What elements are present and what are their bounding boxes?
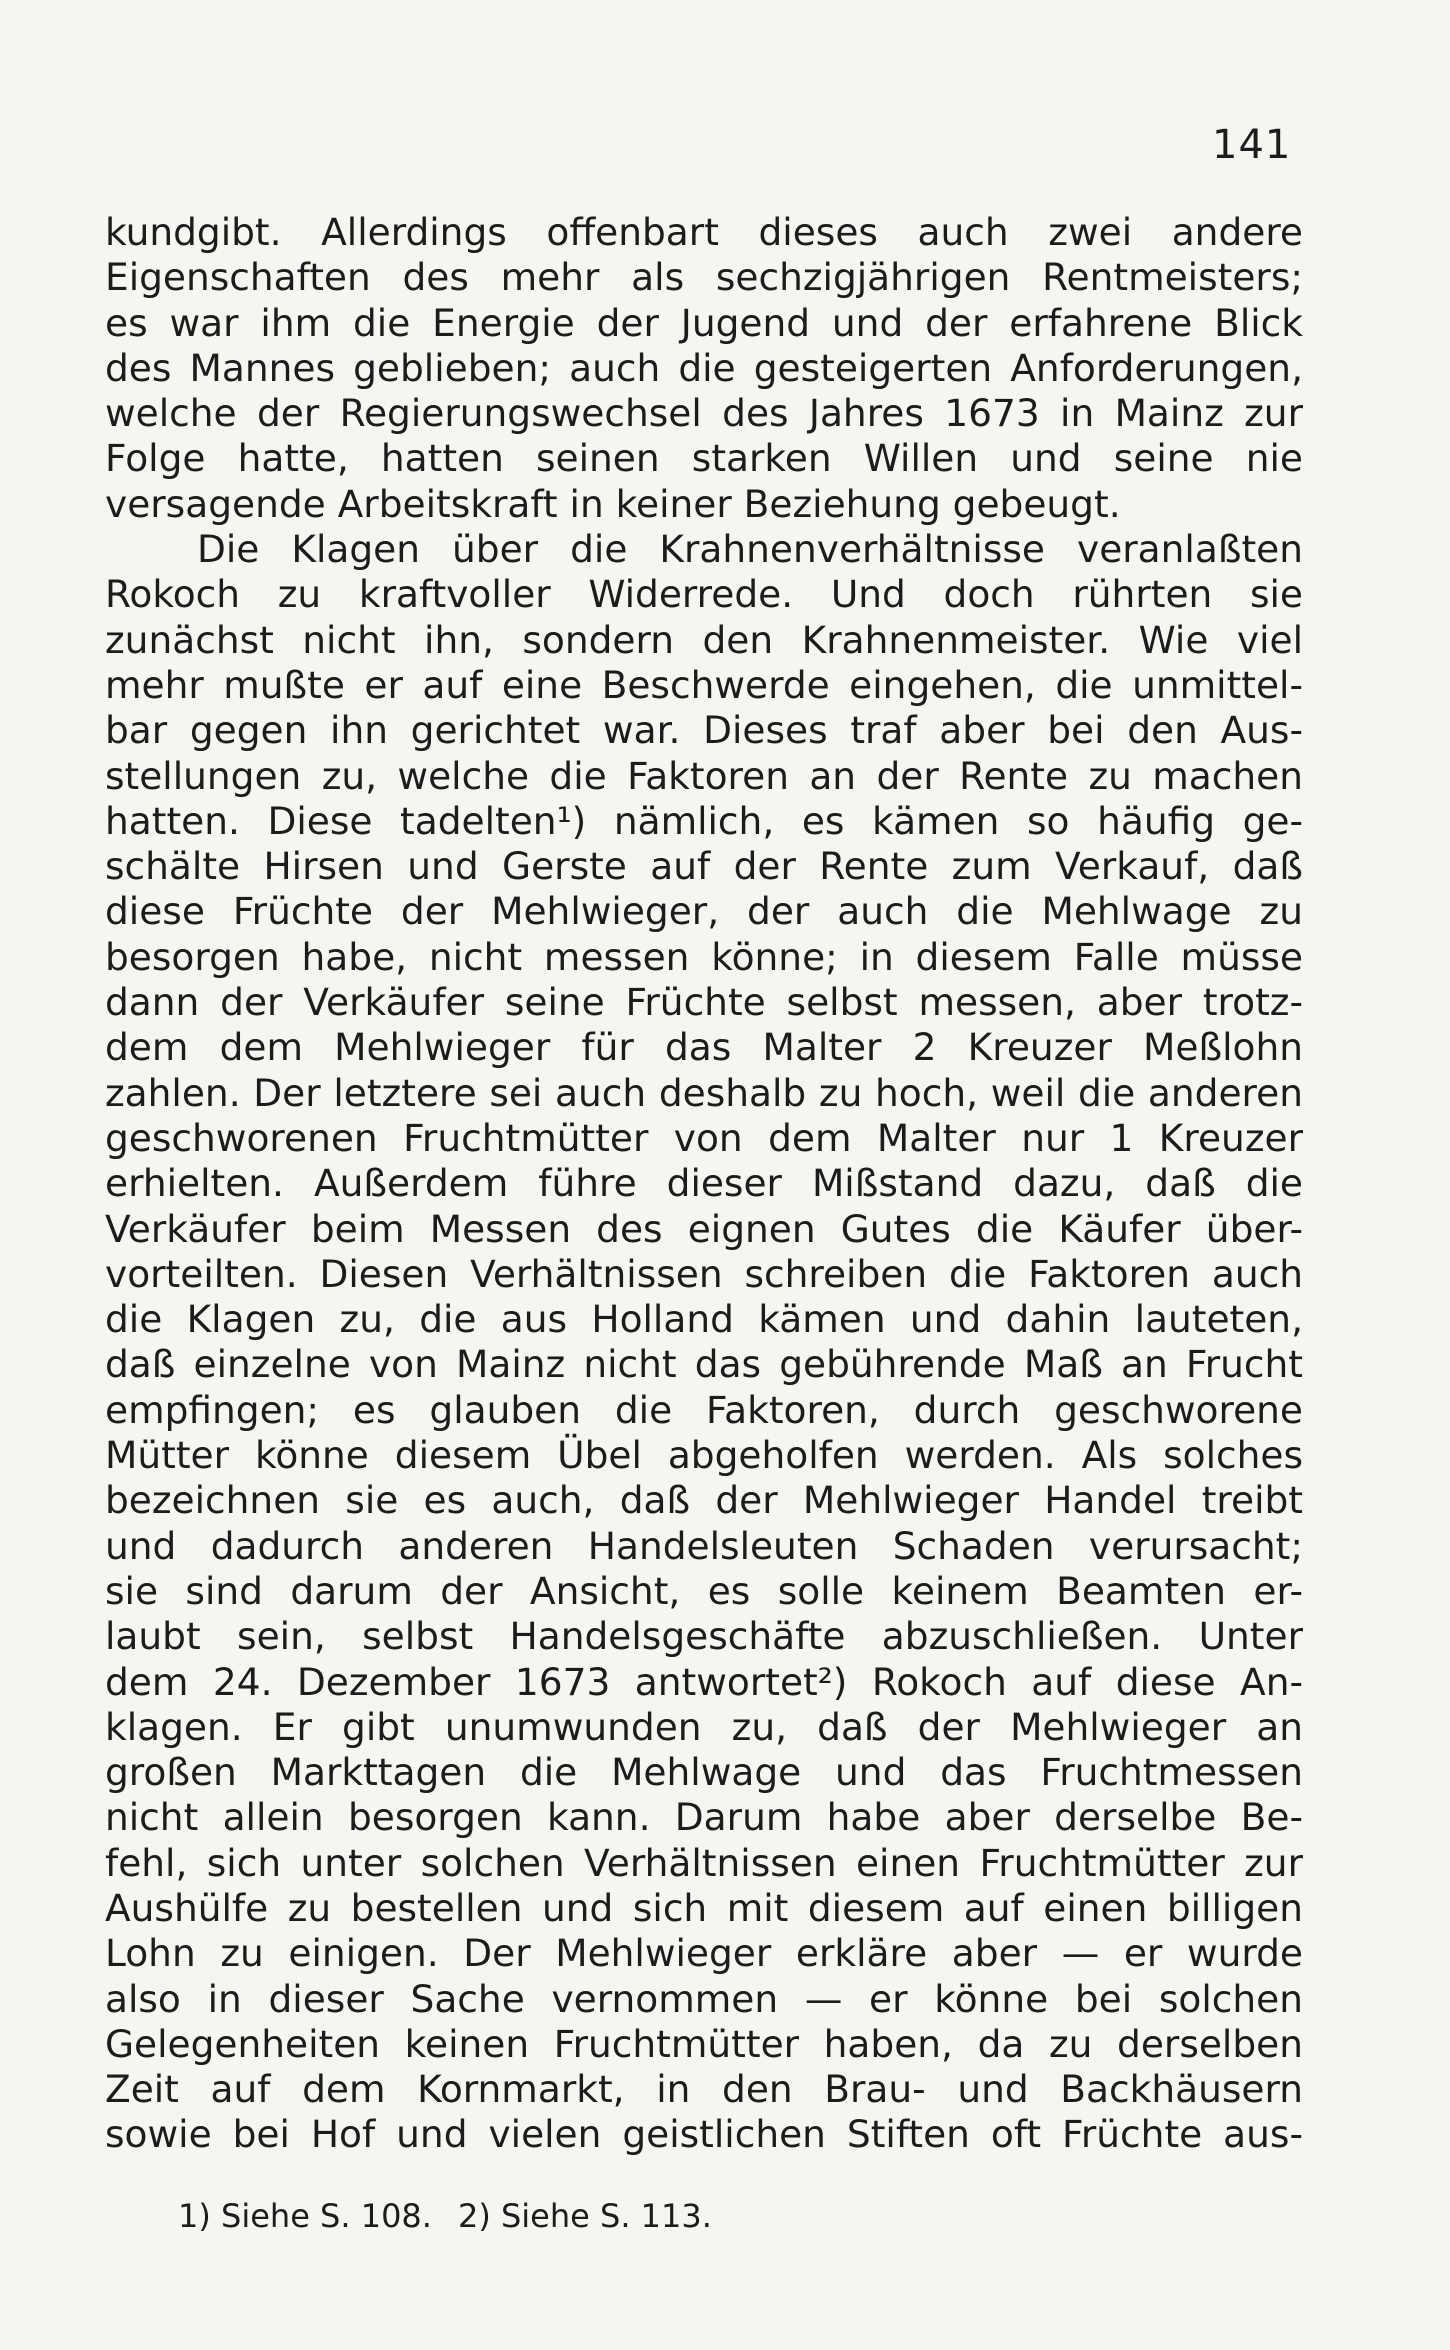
text-line: bezeichnen sie es auch, daß der Mehlwieger Handel treibt — [105, 1478, 1303, 1523]
text-line: Zeit auf dem Kornmarkt, in den Brau- und Backhäusern — [105, 2067, 1303, 2112]
page-number: 141 — [1212, 122, 1292, 168]
text-line: zahlen. Der letztere sei auch deshalb zu hoch, weil die anderen — [105, 1070, 1303, 1115]
text-line: Folge hatte, hatten seinen starken Willen und seine nie — [105, 436, 1303, 481]
footnotes — [178, 2197, 712, 2235]
footnote-1: 1) Siehe S. 108. — [178, 2197, 432, 2235]
footnote-2: 2) Siehe S. 113. — [457, 2197, 712, 2235]
text-line: großen Markttagen die Mehlwage und das Fruchtmessen — [105, 1750, 1303, 1795]
text-line: hatten. Diese tadelten¹) nämlich, es kämen so häufig ge- — [105, 798, 1303, 843]
text-line: kundgibt. Allerdings offenbart dieses auch zwei andere — [105, 210, 1303, 254]
text-line: diese Früchte der Mehlwieger, der auch die Mehlwage zu — [105, 889, 1303, 934]
text-line: stellungen zu, welche die Faktoren an der Rente zu machen — [105, 753, 1303, 798]
text-line: bar gegen ihn gerichtet war. Dieses traf aber bei den Aus- — [105, 708, 1303, 753]
text-line: fehl, sich unter solchen Verhältnissen einen Fruchtmütter zur — [105, 1840, 1303, 1885]
text-line: Aushülfe zu bestellen und sich mit diesem auf einen billigen — [105, 1885, 1303, 1930]
text-line: Mütter könne diesem Übel abgeholfen werden. Als solches — [105, 1433, 1303, 1478]
text-line: dem 24. Dezember 1673 antwortet²) Rokoch auf diese An- — [105, 1659, 1303, 1704]
text-line: vorteilten. Diesen Verhältnissen schreiben die Faktoren auch — [105, 1251, 1303, 1296]
text-line: mehr mußte er auf eine Beschwerde eingehen, die unmittel- — [105, 662, 1303, 707]
text-line: dann der Verkäufer seine Früchte selbst messen, aber trotz- — [105, 980, 1303, 1025]
text-line: nicht allein besorgen kann. Darum habe aber derselbe Be- — [105, 1795, 1303, 1840]
text-line: es war ihm die Energie der Jugend und der erfahrene Blick — [105, 300, 1303, 345]
text-line: welche der Regierungswechsel des Jahres 1673 in Mainz zur — [105, 391, 1303, 436]
text-line: empfingen; es glauben die Faktoren, durch geschworene — [105, 1387, 1303, 1432]
text-line: Lohn zu einigen. Der Mehlwieger erkläre aber — er wurde — [105, 1931, 1303, 1976]
text-line: klagen. Er gibt unumwunden zu, daß der Mehlwieger an — [105, 1704, 1303, 1749]
text-line: und dadurch anderen Handelsleuten Schaden verursacht; — [105, 1523, 1303, 1568]
text-line: Eigenschaften des mehr als sechzigjährigen Rentmeisters; — [105, 255, 1303, 300]
text-line: des Mannes geblieben; auch die gesteigerten Anforderungen, — [105, 345, 1303, 390]
text-line: daß einzelne von Mainz nicht das gebührende Maß an Frucht — [105, 1342, 1303, 1387]
text-line: erhielten. Außerdem führe dieser Mißstand dazu, daß die — [105, 1161, 1303, 1206]
text-line: also in dieser Sache vernommen — er könne bei solchen — [105, 1976, 1303, 2021]
text-line: laubt sein, selbst Handelsgeschäfte abzuschließen. Unter — [105, 1614, 1303, 1659]
text-line: besorgen habe, nicht messen könne; in diesem Falle müsse — [105, 934, 1303, 979]
text-line: geschworenen Fruchtmütter von dem Malter nur 1 Kreuzer — [105, 1115, 1303, 1160]
text-line: sie sind darum der Ansicht, es solle keinem Beamten er- — [105, 1568, 1303, 1613]
text-line: Rokoch zu kraftvoller Widerrede. Und doch rührten sie — [105, 572, 1303, 617]
text-line: zunächst nicht ihn, sondern den Krahnenmeister. Wie viel — [105, 617, 1303, 662]
text-line: dem dem Mehlwieger für das Malter 2 Kreuzer Meßlohn — [105, 1025, 1303, 1070]
body-text — [105, 210, 1303, 2158]
text-line: Gelegenheiten keinen Fruchtmütter haben, da zu derselben — [105, 2021, 1303, 2066]
text-line: sowie bei Hof und vielen geistlichen Stiften oft Früchte aus- — [105, 2112, 1303, 2157]
text-line: schälte Hirsen und Gerste auf der Rente zum Verkauf, daß — [105, 844, 1303, 889]
text-line: die Klagen zu, die aus Holland kämen und dahin lauteten, — [105, 1297, 1303, 1342]
text-line: versagende Arbeitskraft in keiner Beziehung gebeugt. — [105, 481, 1121, 526]
paragraph-start-line: Die Klagen über die Krahnenverhältnisse veranlaßten — [197, 527, 1303, 572]
text-line: Verkäufer beim Messen des eignen Gutes die Käufer über- — [105, 1206, 1303, 1251]
